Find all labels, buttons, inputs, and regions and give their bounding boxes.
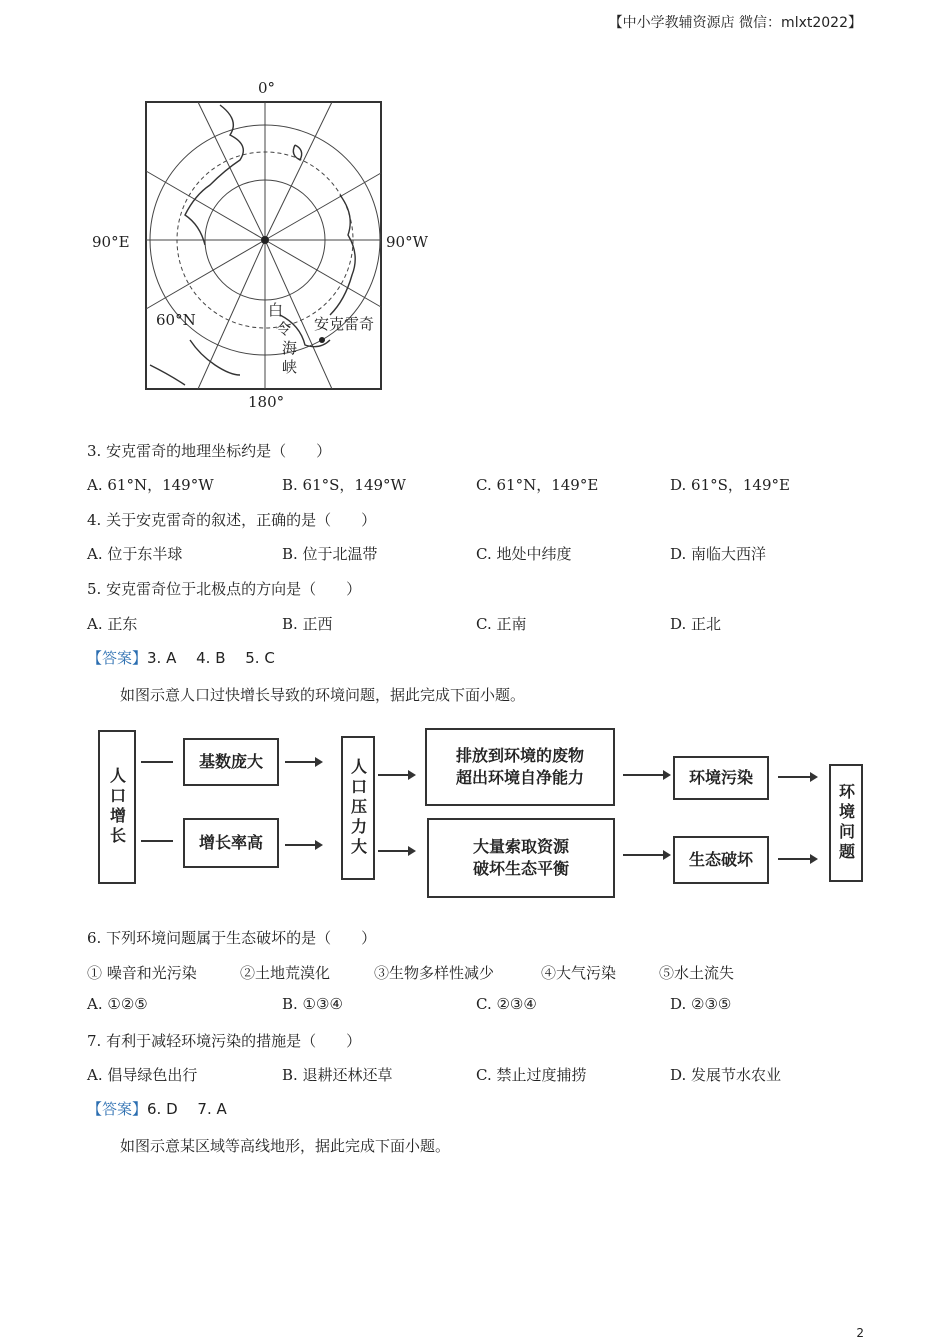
- fc-waste-line-1: 排放到环境的废物: [455, 746, 584, 765]
- question-7-stem: 7. 有利于减轻环境污染的措施是（ ）: [87, 1032, 362, 1050]
- q4-option-a: A. 位于东半球: [87, 545, 183, 563]
- fc-waste-line-2: 超出环境自净能力: [455, 768, 584, 787]
- fc-connector: [141, 761, 173, 763]
- fc-arrow: [623, 854, 669, 856]
- answer-tag: 【答案】: [87, 649, 148, 667]
- fc-environment-problem: 环境问题: [829, 764, 863, 882]
- fc-pollution: 环境污染: [673, 756, 769, 800]
- q7-option-c: C. 禁止过度捕捞: [476, 1066, 587, 1084]
- answer-block-2: [87, 1098, 227, 1119]
- answer-text: 3. A 4. B 5. C: [147, 649, 275, 667]
- fc-arrow: [778, 776, 816, 778]
- fc-arrow: [285, 761, 321, 763]
- map-label-bering-1: 白: [268, 301, 284, 319]
- intro-flowchart: 如图示意人口过快增长导致的环境问题，据此完成下面小题。: [120, 686, 526, 704]
- map-label-anchorage: 安克雷奇: [314, 315, 375, 333]
- polar-map-figure: [90, 75, 429, 415]
- fc-resource-box: [427, 818, 615, 898]
- q5-option-c: C. 正南: [476, 615, 527, 633]
- answer-tag: 【答案】: [87, 1100, 148, 1118]
- q3-option-d: D. 61°S，149°E: [670, 476, 790, 494]
- fc-resource-line-2: 破坏生态平衡: [472, 859, 569, 878]
- question-5-stem: 5. 安克雷奇位于北极点的方向是（ ）: [87, 580, 362, 598]
- map-label-0: 0°: [258, 79, 276, 97]
- map-label-90e: 90°E: [92, 233, 130, 251]
- q5-option-b: B. 正西: [282, 615, 333, 633]
- q6-option-b: B. ①③④: [282, 995, 343, 1013]
- map-label-180: 180°: [248, 393, 285, 411]
- q4-option-c: C. 地处中纬度: [476, 545, 572, 563]
- page-header: 【中小学教辅资源店 微信：mlxt2022】: [608, 15, 862, 31]
- map-label-60n: 60°N: [156, 311, 196, 329]
- map-label-bering-4: 峡: [282, 358, 298, 376]
- q6-item-1: ① 噪音和光污染: [87, 964, 197, 982]
- fc-eco-damage: 生态破坏: [673, 836, 769, 884]
- map-label-bering-2: 令: [276, 320, 292, 338]
- q6-item-3: ③生物多样性减少: [374, 964, 495, 982]
- answer-block-1: [87, 647, 275, 668]
- fc-arrow: [378, 774, 414, 776]
- fc-arrow: [778, 858, 816, 860]
- fc-population-pressure: 人口压力大: [341, 736, 375, 880]
- q3-option-a: A. 61°N，149°W: [87, 476, 214, 494]
- q6-item-4: ④大气污染: [541, 964, 617, 982]
- q7-option-a: A. 倡导绿色出行: [87, 1066, 198, 1084]
- fc-connector: [141, 840, 173, 842]
- q6-option-c: C. ②③④: [476, 995, 537, 1013]
- q6-option-a: A. ①②⑤: [87, 995, 148, 1013]
- fc-resource-line-1: 大量索取资源: [472, 837, 569, 856]
- fc-arrow: [285, 844, 321, 846]
- q4-option-d: D. 南临大西洋: [670, 545, 767, 563]
- question-4-stem: 4. 关于安克雷奇的叙述，正确的是（ ）: [87, 511, 377, 529]
- q3-option-b: B. 61°S，149°W: [282, 476, 406, 494]
- q3-option-c: C. 61°N，149°E: [476, 476, 599, 494]
- q6-item-2: ②土地荒漠化: [240, 964, 331, 982]
- map-label-90w: 90°W: [386, 233, 429, 251]
- question-6-stem: 6. 下列环境问题属于生态破坏的是（ ）: [87, 929, 377, 947]
- fc-waste-box: [425, 728, 615, 806]
- q7-option-d: D. 发展节水农业: [670, 1066, 782, 1084]
- fc-high-rate: 增长率高: [183, 818, 279, 868]
- fc-population-growth: 人口增长: [98, 730, 136, 884]
- fc-large-base: 基数庞大: [183, 738, 279, 786]
- q6-item-5: ⑤水土流失: [659, 964, 735, 982]
- q5-option-a: A. 正东: [87, 615, 138, 633]
- fc-arrow: [623, 774, 669, 776]
- answer-text: 6. D 7. A: [147, 1100, 227, 1118]
- map-label-bering-3: 海: [282, 339, 298, 357]
- q6-option-d: D. ②③⑤: [670, 995, 732, 1013]
- page-number: 2: [856, 1326, 864, 1340]
- population-flowchart: [95, 722, 865, 902]
- fc-arrow: [378, 850, 414, 852]
- q7-option-b: B. 退耕还林还草: [282, 1066, 393, 1084]
- q5-option-d: D. 正北: [670, 615, 722, 633]
- polar-map: [90, 75, 400, 415]
- question-3-stem: 3. 安克雷奇的地理坐标约是（ ）: [87, 442, 332, 460]
- intro-contour: 如图示意某区域等高线地形，据此完成下面小题。: [120, 1137, 451, 1155]
- q4-option-b: B. 位于北温带: [282, 545, 378, 563]
